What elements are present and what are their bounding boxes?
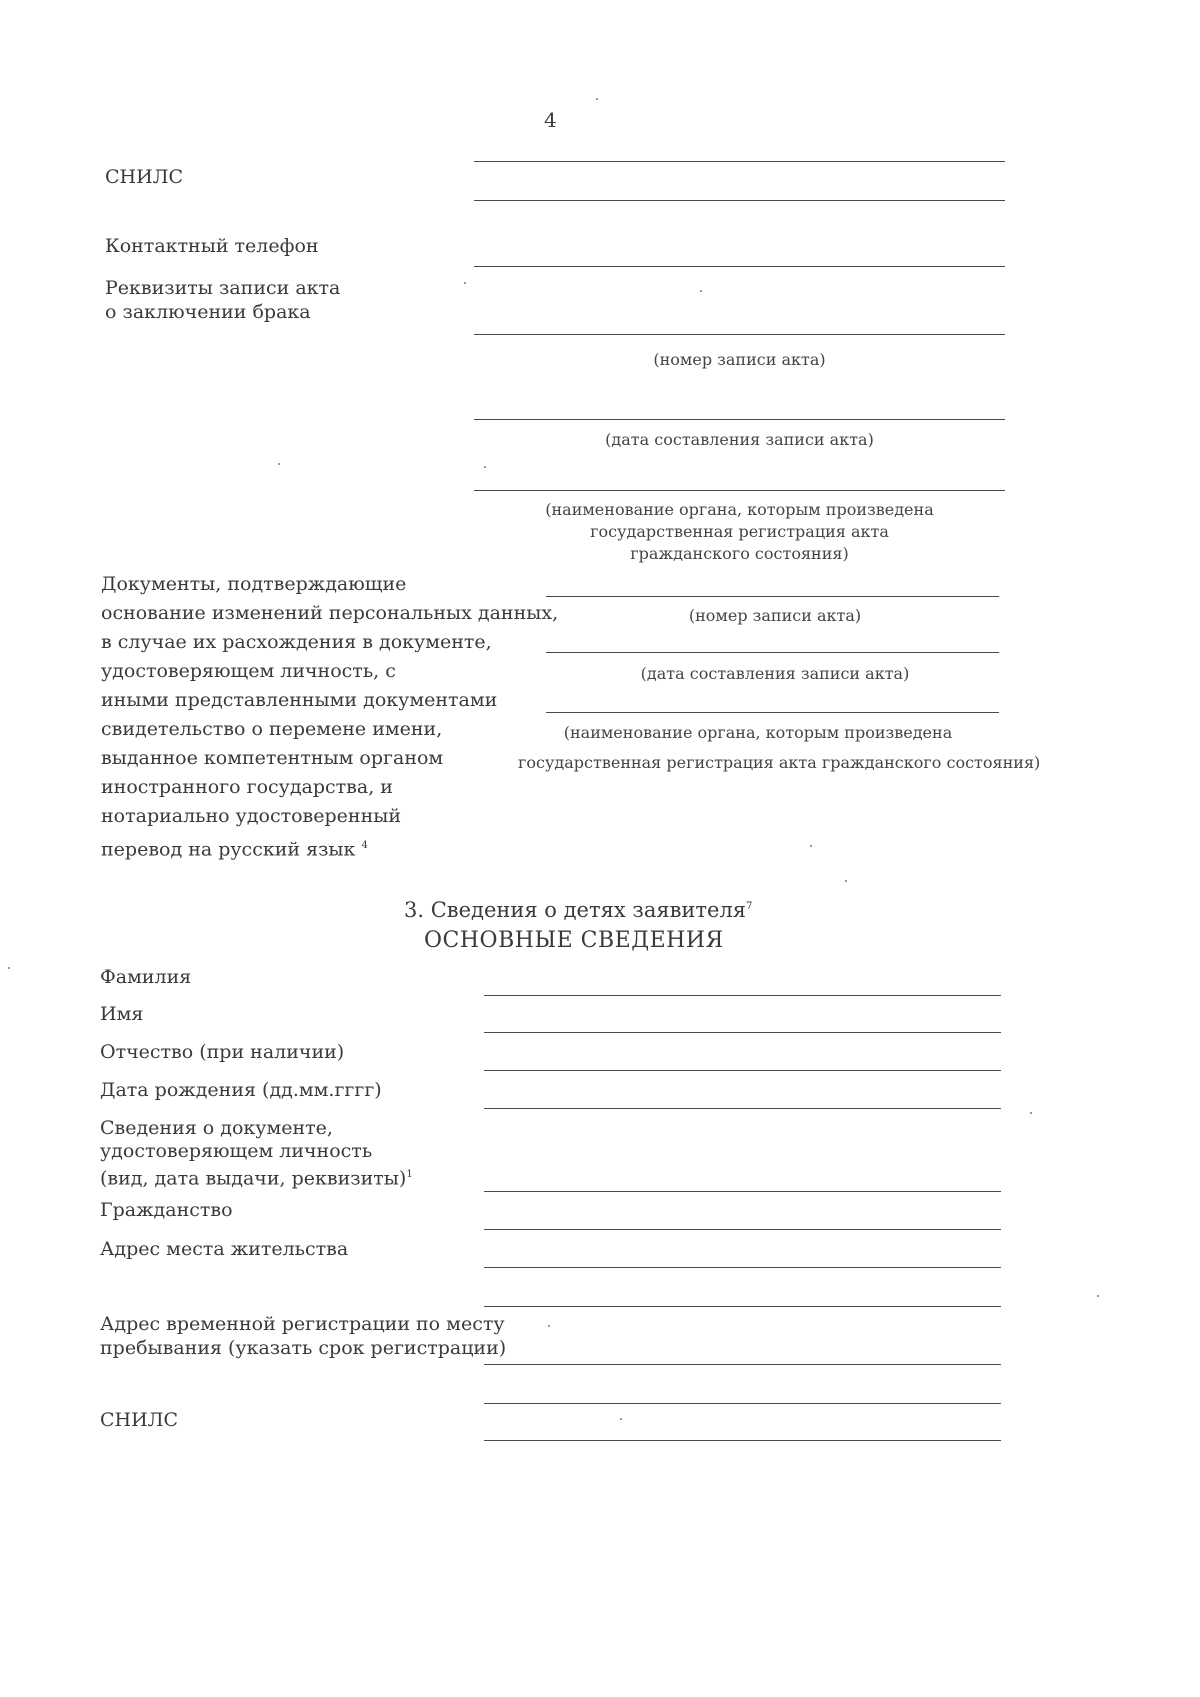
- birthdate-line: [484, 1108, 1001, 1109]
- address-line-2: [484, 1306, 1001, 1307]
- record-date-caption: (дата составления записи акта): [605, 430, 874, 449]
- organ-caption-3: гражданского состояния): [630, 544, 849, 563]
- docs-record-date-caption: (дата составления записи акта): [640, 664, 910, 683]
- scan-speck: [620, 1418, 622, 1420]
- temp-reg-label-1: Адрес временной регистрации по месту: [100, 1313, 505, 1335]
- docs-label-line-2: основание изменений персональных данных,: [101, 602, 559, 624]
- scan-speck: [845, 880, 847, 882]
- patronymic-label: Отчество (при наличии): [100, 1041, 345, 1063]
- docs-record-number-line: [546, 596, 999, 597]
- scan-speck: [1030, 1112, 1032, 1114]
- address-line-1: [484, 1267, 1001, 1268]
- patronymic-line: [484, 1070, 1001, 1071]
- docs-organ-caption-1: (наименование органа, которым произведена: [563, 723, 953, 742]
- scan-speck: [596, 98, 598, 100]
- scan-speck: [810, 845, 812, 847]
- scan-speck: [1097, 1295, 1099, 1297]
- scan-speck: [278, 463, 280, 465]
- scan-speck: [700, 290, 702, 292]
- docs-organ-caption-2: государственная регистрация акта гражданского состояния): [518, 753, 1041, 772]
- record-date-line: [474, 419, 1005, 420]
- citizenship-label: Гражданство: [100, 1199, 233, 1221]
- address-label: Адрес места жительства: [100, 1238, 349, 1260]
- snils-line-2: [474, 200, 1005, 201]
- docs-label-line-7: выданное компетентным органом: [101, 747, 444, 769]
- docs-label-line-6: свидетельство о перемене имени,: [101, 718, 443, 740]
- snils-label-child: СНИЛС: [100, 1409, 179, 1431]
- snils-child-line: [484, 1440, 1001, 1441]
- record-number-line: [474, 334, 1005, 335]
- footnote-marker: 1: [406, 1169, 413, 1180]
- iddoc-label-1: Сведения о документе,: [100, 1117, 333, 1139]
- docs-label-line-8: иностранного государства, и: [101, 776, 393, 798]
- iddoc-label-2: удостоверяющем личность: [100, 1140, 373, 1162]
- name-line: [484, 1032, 1001, 1033]
- record-number-caption: (номер записи акта): [653, 350, 826, 369]
- marriage-label-2: о заключении брака: [105, 301, 311, 323]
- docs-label-line-4: удостоверяющем личность, с: [101, 660, 396, 682]
- organ-caption-1: (наименование органа, которым произведена: [545, 500, 934, 519]
- snils-line-1: [474, 161, 1005, 162]
- iddoc-line: [484, 1191, 1001, 1192]
- organ-caption-2: государственная регистрация акта: [590, 522, 889, 541]
- name-label: Имя: [100, 1003, 144, 1025]
- birthdate-label: Дата рождения (дд.мм.гггг): [100, 1079, 382, 1101]
- surname-label: Фамилия: [100, 966, 192, 988]
- scan-speck: [8, 967, 10, 969]
- page-number: 4: [544, 108, 557, 132]
- surname-line: [484, 995, 1001, 996]
- marriage-label-1: Реквизиты записи акта: [105, 277, 341, 299]
- docs-organ-line: [546, 712, 999, 713]
- phone-line: [474, 266, 1005, 267]
- temp-reg-label-2: пребывания (указать срок регистрации): [100, 1337, 507, 1359]
- temp-reg-line-2: [484, 1403, 1001, 1404]
- docs-record-number-caption: (номер записи акта): [688, 606, 862, 625]
- section-title: 3. Сведения о детях заявителя$^7$: [404, 898, 753, 922]
- docs-record-date-line: [546, 652, 999, 653]
- docs-label-line-3: в случае их расхождения в документе,: [101, 631, 492, 653]
- docs-label-line-1: Документы, подтверждающие: [101, 573, 407, 595]
- citizenship-line: [484, 1229, 1001, 1230]
- phone-label: Контактный телефон: [105, 235, 319, 257]
- temp-reg-line-1: [484, 1364, 1001, 1365]
- docs-label-line-5: иными представленными документами: [101, 689, 498, 711]
- docs-label-line-9: нотариально удостоверенный: [101, 805, 402, 827]
- footnote-marker: 4: [361, 840, 368, 851]
- scan-speck: [548, 1325, 550, 1327]
- scan-speck: [464, 282, 466, 284]
- footnote-marker: 7: [746, 901, 753, 912]
- organ-line: [474, 490, 1005, 491]
- docs-label-line-10: перевод на русский язык $^4$: [101, 838, 368, 861]
- scan-speck: [484, 466, 486, 468]
- iddoc-label-3: (вид, дата выдачи, реквизиты)$^1$: [100, 1167, 413, 1190]
- snils-label: СНИЛС: [105, 166, 184, 188]
- section-subtitle: ОСНОВНЫЕ СВЕДЕНИЯ: [424, 928, 724, 953]
